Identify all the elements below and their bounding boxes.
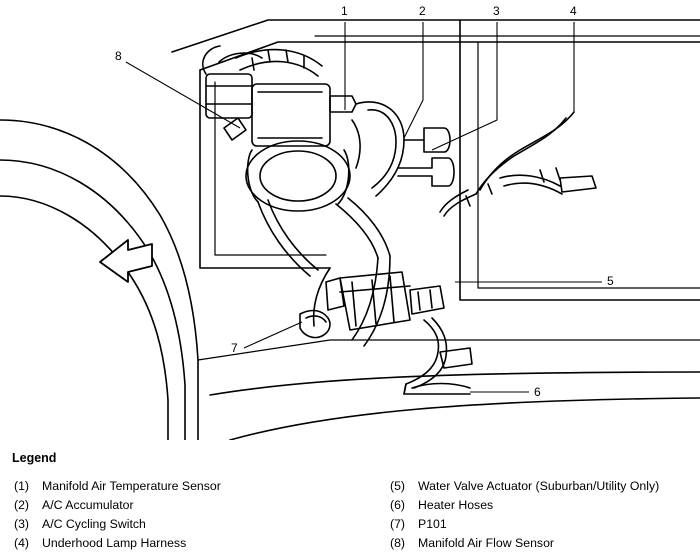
legend-item-number: (2) [14,498,30,512]
legend-item-number: (3) [14,517,30,531]
legend-title: Legend [12,451,57,465]
callout-5: 5 [607,274,614,288]
legend-item-number: (8) [390,536,406,550]
legend-item [390,534,690,553]
legend-item-number: (6) [390,498,406,512]
legend-item-number: (7) [390,517,406,531]
legend-column-left [14,477,354,553]
legend-item-number: (1) [14,479,30,493]
legend-item-label: Underhood Lamp Harness [42,536,187,550]
legend-item-label: Manifold Air Flow Sensor [418,536,555,550]
legend-item-label: Heater Hoses [418,498,494,512]
legend-item [390,496,690,515]
callout-6: 6 [534,385,541,399]
legend [0,440,700,549]
callout-7: 7 [231,341,238,355]
callout-2: 2 [419,4,426,18]
callout-3: 3 [493,4,500,18]
legend-item [14,534,354,553]
legend-item-label: Water Valve Actuator (Suburban/Utility Only) [418,479,660,493]
callout-8: 8 [115,49,122,63]
callout-4: 4 [570,4,577,18]
legend-column-right [390,477,690,553]
legend-item-number: (4) [14,536,30,550]
legend-item-label: A/C Accumulator [42,498,134,512]
legend-item [14,496,354,515]
callout-1: 1 [341,4,348,18]
legend-item [390,515,690,534]
legend-item-label: A/C Cycling Switch [42,517,146,531]
legend-item-number: (5) [390,479,406,493]
legend-item [14,515,354,534]
legend-item-label: P101 [418,517,447,531]
legend-item [14,477,354,496]
legend-item [390,477,690,496]
legend-item-label: Manifold Air Temperature Sensor [42,479,221,493]
